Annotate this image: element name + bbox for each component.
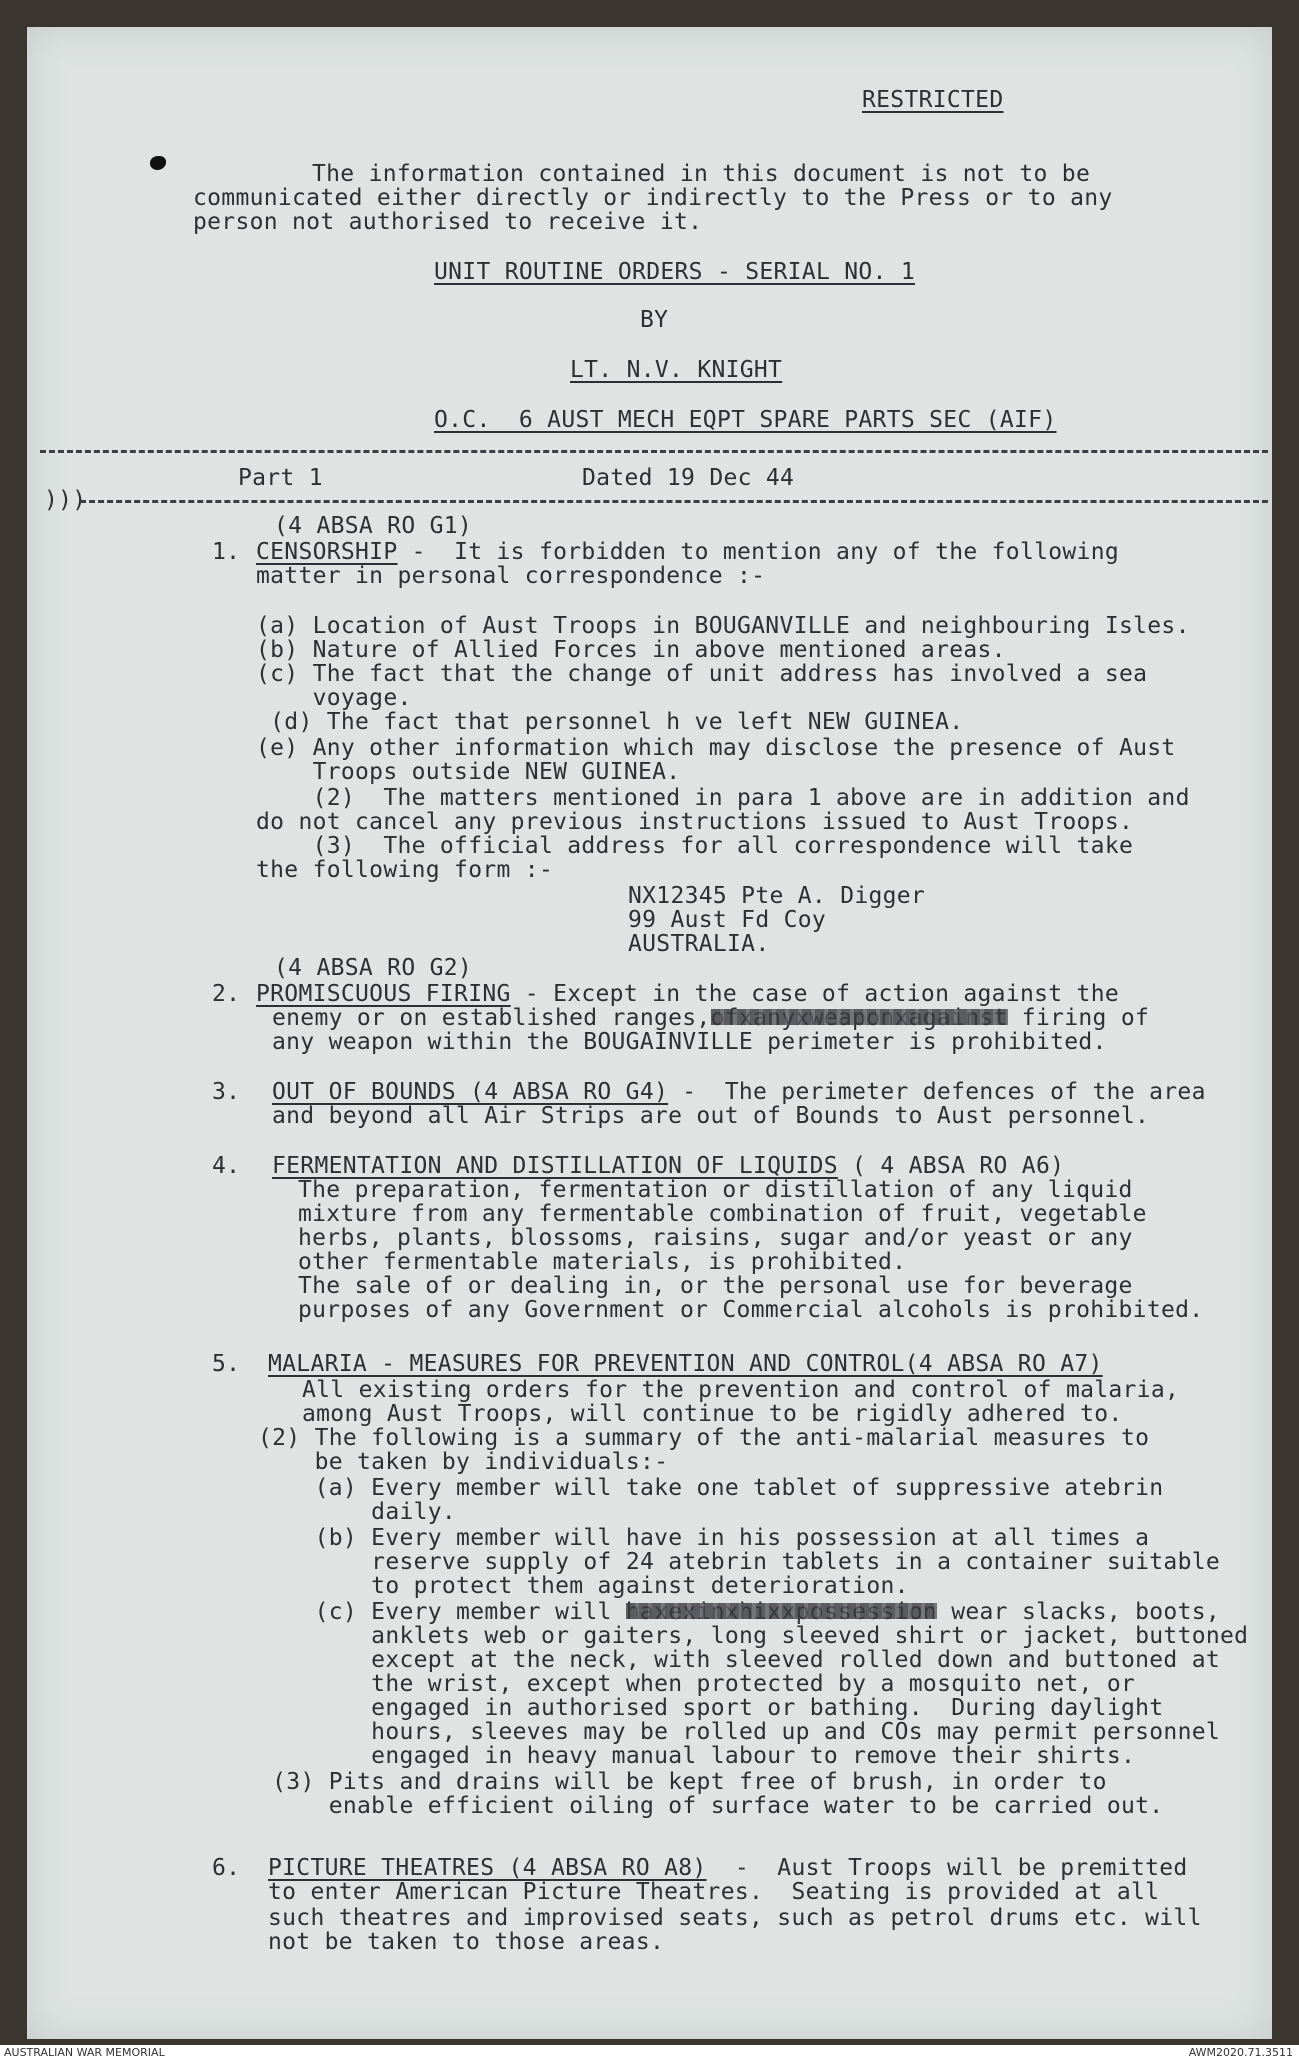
body-line: herbs, plants, blossoms, raisins, sugar and/or yeast or any	[298, 1225, 1133, 1251]
restricted-label: RESTRICTED	[862, 87, 1004, 113]
archive-credit: AUSTRALIAN WAR MEMORIAL	[4, 2046, 165, 2059]
body-line: (a) Location of Aust Troops in BOUGANVILLE and neighbouring Isles.	[256, 613, 1190, 639]
part-label: Part 1	[238, 465, 323, 491]
body-line: anklets web or gaiters, long sleeved shirt or jacket, buttoned	[258, 1623, 1249, 1649]
body-line: The sale of or dealing in, or the personal use for beverage	[298, 1273, 1133, 1299]
section-heading: PICTURE THEATRES (4 ABSA RO A8)	[268, 1855, 707, 1881]
struck-out-text	[626, 1599, 937, 1625]
address-line: AUSTRALIA.	[628, 931, 770, 957]
body-line: (2) The matters mentioned in para 1 above are in addition and	[256, 785, 1190, 811]
struck-out-text	[711, 1005, 1008, 1031]
body-line: among Aust Troops, will continue to be rigidly adhered to.	[302, 1401, 1123, 1427]
body-line: voyage.	[256, 685, 412, 711]
body-line: matter in personal correspondence :-	[256, 563, 766, 589]
section-number: 1.	[212, 539, 241, 565]
body-line: daily.	[258, 1499, 457, 1525]
margin-mark: )))	[44, 487, 87, 513]
body-line: except at the neck, with sleeved rolled down and buttoned at	[258, 1647, 1221, 1673]
section-heading: FERMENTATION AND DISTILLATION OF LIQUIDS	[272, 1153, 838, 1179]
body-line: mixture from any fermentable combination of fruit, vegetable	[298, 1201, 1147, 1227]
typed-overstrike	[626, 1603, 937, 1619]
section-heading: OUT OF BOUNDS (4 ABSA RO G4)	[272, 1079, 669, 1105]
body-line: do not cancel any previous instructions issued to Aust Troops.	[256, 809, 1134, 835]
notice-line: communicated either directly or indirectly to the Press or to any	[193, 185, 1113, 211]
body-line: (d) The fact that personnel h ve left NEW GUINEA.	[256, 709, 964, 735]
body-line: (c) The fact that the change of unit address has involved a sea	[256, 661, 1148, 687]
body-line: the following form :-	[256, 857, 554, 883]
body-line: (2) The following is a summary of the anti-malarial measures to	[258, 1425, 1150, 1451]
body-line: hours, sleeves may be rolled up and COs may permit personnel	[258, 1719, 1221, 1745]
body-line: engaged in heavy manual labour to remove their shirts.	[258, 1743, 1136, 1769]
section-3-heading-line: OUT OF BOUNDS (4 ABSA RO G4) - The perimeter defences of the area	[272, 1079, 1206, 1105]
body-line: any weapon within the BOUGAINVILLE perimeter is prohibited.	[272, 1029, 1107, 1055]
accession-number: AWM2020.71.3511	[1188, 2046, 1293, 2059]
unit-name: O.C. 6 AUST MECH EQPT SPARE PARTS SEC (AIF)	[434, 407, 1057, 433]
section-heading: CENSORSHIP	[256, 539, 398, 565]
body-line: other fermentable materials, is prohibited.	[298, 1249, 907, 1275]
body-line: (3) Pits and drains will be kept free of brush, in order to	[258, 1769, 1107, 1795]
document-title: UNIT ROUTINE ORDERS - SERIAL NO. 1	[434, 259, 916, 285]
typed-overstrike	[711, 1009, 1008, 1025]
body-line: (b) Every member will have in his possession at all times a	[258, 1525, 1150, 1551]
dashed-divider	[80, 500, 1268, 503]
body-line: the wrist, except when protected by a mosquito net, or	[258, 1671, 1136, 1697]
address-line: NX12345 Pte A. Digger	[628, 883, 926, 909]
notice-line: person not authorised to receive it.	[193, 209, 703, 235]
body-line: (a) Every member will take one tablet of suppressive atebrin	[258, 1475, 1164, 1501]
notice-line: The information contained in this document is not to be	[312, 161, 1091, 187]
section-2-heading-line: PROMISCUOUS FIRING - Except in the case of action against the	[256, 981, 1119, 1007]
address-line: 99 Aust Fd Coy	[628, 907, 827, 933]
body-line: not be taken to those areas.	[268, 1929, 665, 1955]
archive-footer	[0, 2045, 1299, 2061]
body-line: reserve supply of 24 atebrin tablets in a container suitable	[258, 1549, 1221, 1575]
body-line: engaged in authorised sport or bathing. During daylight	[258, 1695, 1164, 1721]
title-by: BY	[640, 307, 669, 333]
section-number: 2.	[212, 981, 241, 1007]
section-number: 5.	[212, 1351, 241, 1377]
dated-label: Dated 19 Dec 44	[582, 465, 795, 491]
section-heading: PROMISCUOUS FIRING	[256, 981, 511, 1007]
body-line: such theatres and improvised seats, such as petrol drums etc. will	[268, 1905, 1202, 1931]
body-line: (b) Nature of Allied Forces in above mentioned areas.	[256, 637, 1006, 663]
body-line: enable efficient oiling of surface water to be carried out.	[258, 1793, 1164, 1819]
section-number: 6.	[212, 1855, 241, 1881]
body-line: and beyond all Air Strips are out of Bounds to Aust personnel.	[272, 1103, 1150, 1129]
body-line: purposes of any Government or Commercial alcohols is prohibited.	[298, 1297, 1204, 1323]
section-ref: (4 ABSA RO G2)	[274, 955, 473, 981]
body-line: to protect them against deterioration.	[258, 1573, 909, 1599]
body-line: (c) Every member will wear slacks, boots,	[258, 1599, 1221, 1625]
body-line: (e) Any other information which may disclose the presence of Aust	[256, 735, 1176, 761]
section-4-heading-line: FERMENTATION AND DISTILLATION OF LIQUIDS ( 4 ABSA RO A6)	[272, 1153, 1065, 1179]
author-name: LT. N.V. KNIGHT	[570, 357, 783, 383]
section-number: 4.	[212, 1153, 241, 1179]
section-1-heading-line: CENSORSHIP - It is forbidden to mention any of the following	[256, 539, 1119, 565]
body-line: The preparation, fermentation or distillation of any liquid	[298, 1177, 1133, 1203]
body-line: to enter American Picture Theatres. Seating is provided at all	[268, 1879, 1160, 1905]
body-line: (3) The official address for all correspondence will take	[256, 833, 1134, 859]
dashed-divider	[40, 450, 1268, 453]
section-ref: (4 ABSA RO G1)	[274, 513, 473, 539]
section-number: 3.	[212, 1079, 241, 1105]
body-line: be taken by individuals:-	[258, 1449, 669, 1475]
section-heading: MALARIA - MEASURES FOR PREVENTION AND CONTROL(4 ABSA RO A7)	[268, 1351, 1103, 1377]
section-6-heading-line: PICTURE THEATRES (4 ABSA RO A8) - Aust Troops will be premitted	[268, 1855, 1188, 1881]
body-line: enemy or on established ranges, firing of	[272, 1005, 1150, 1031]
body-line: All existing orders for the prevention and control of malaria,	[302, 1377, 1180, 1403]
body-line: Troops outside NEW GUINEA.	[256, 759, 681, 785]
